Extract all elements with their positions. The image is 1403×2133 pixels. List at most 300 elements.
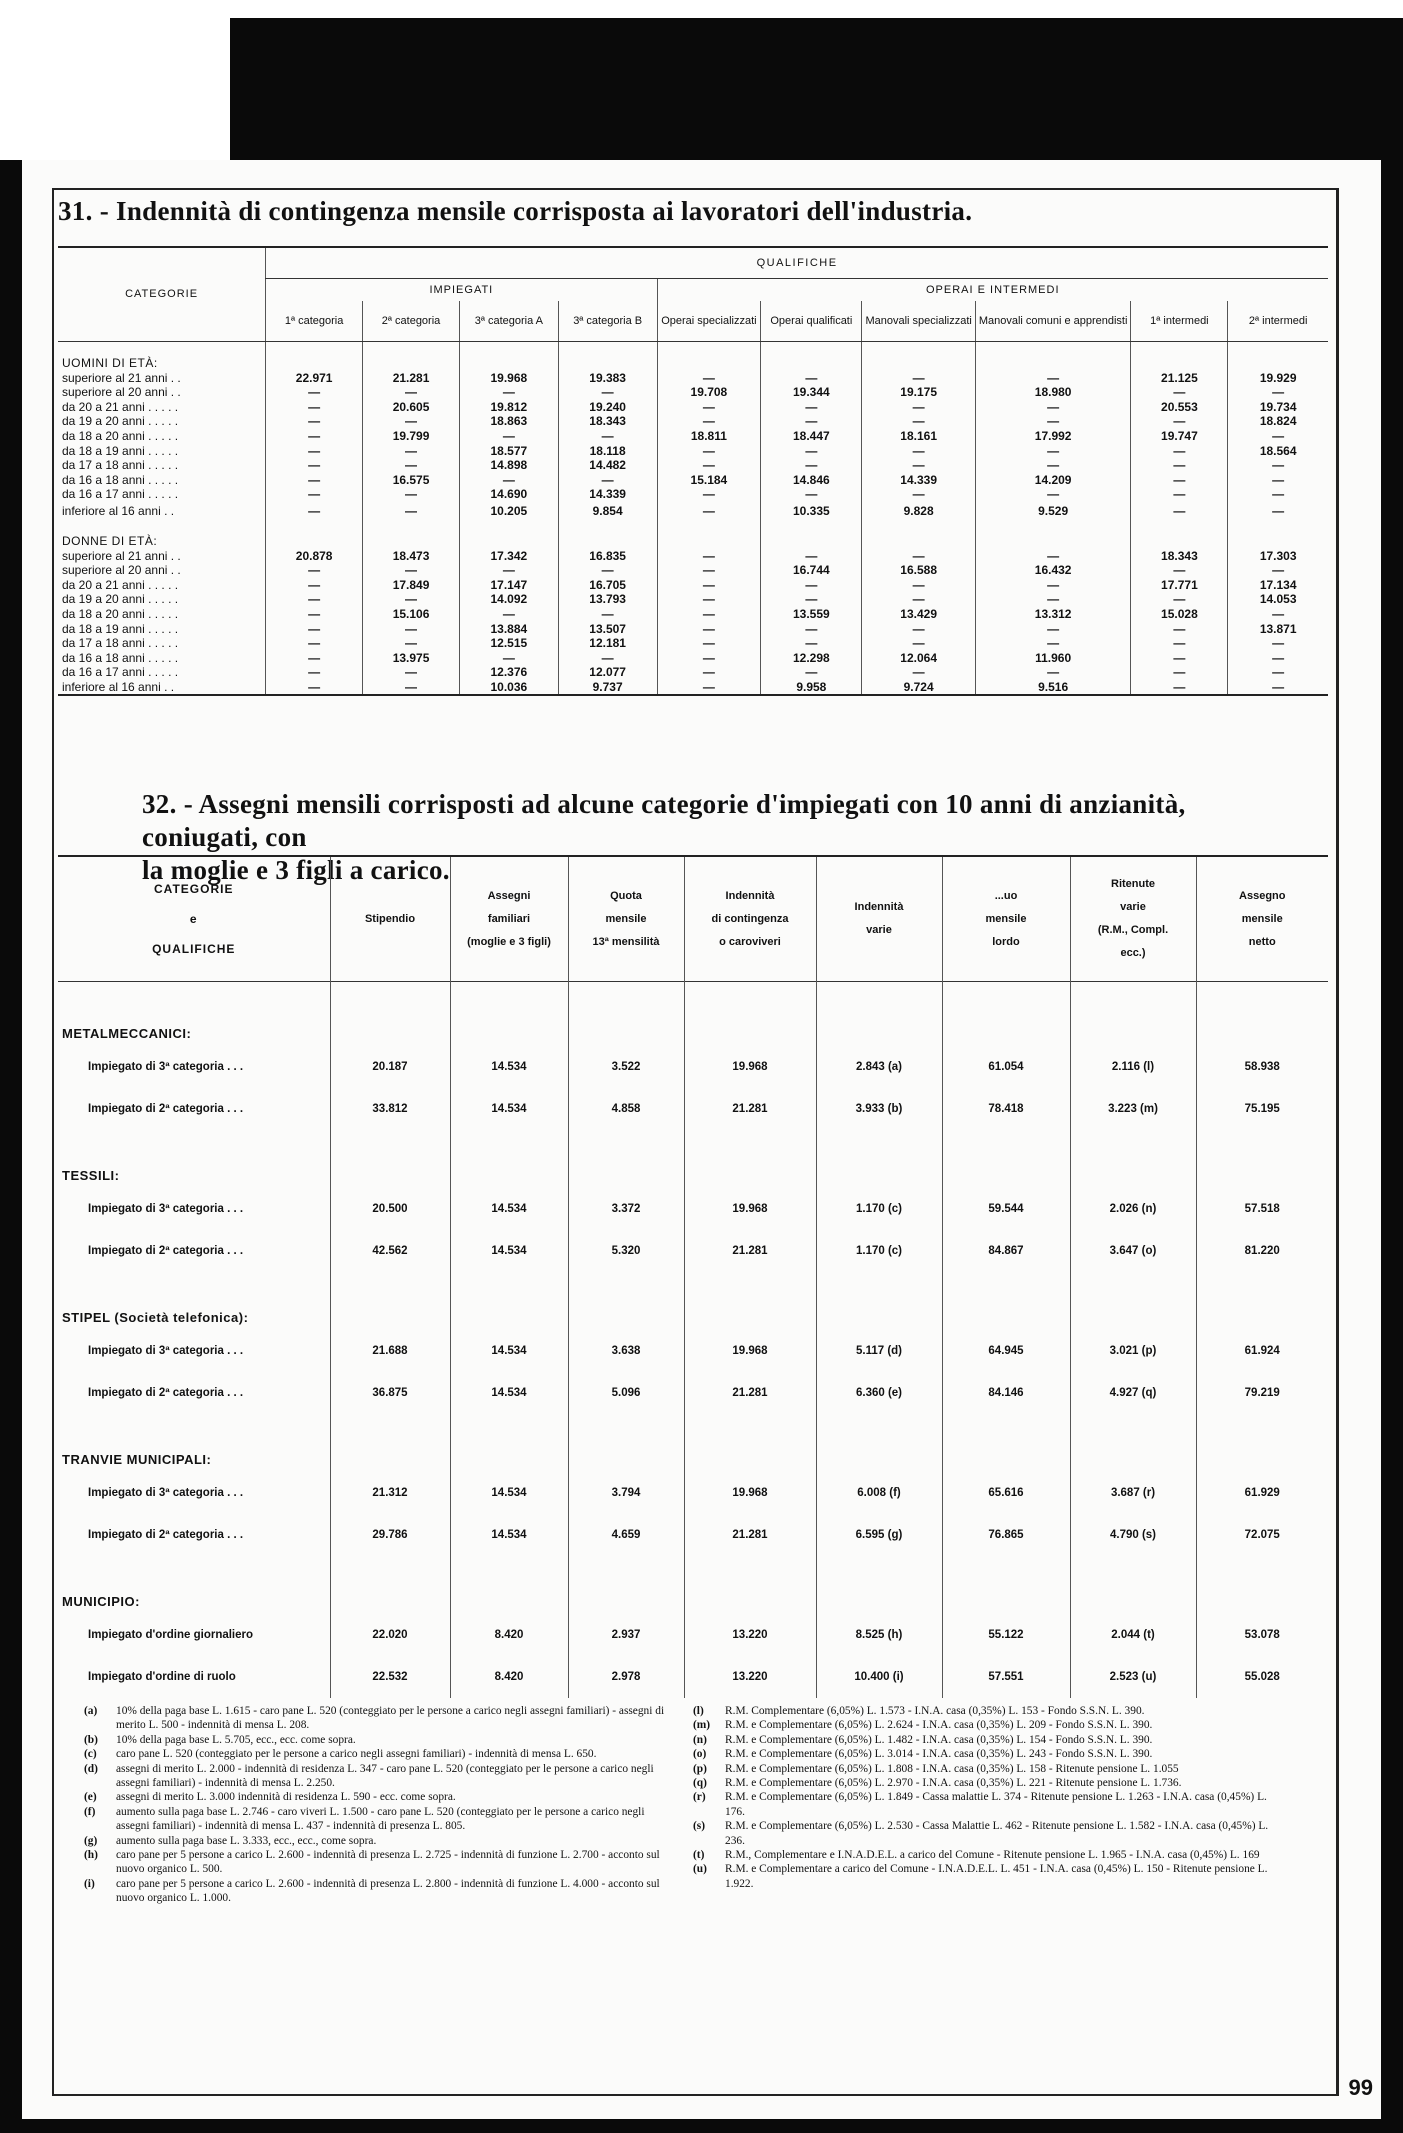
footnote-text: aumento sulla paga base L. 2.746 - caro viveri L. 1.500 - caro pane L. 520 (conteggiato per le persone a carico negli assegni familiari) - indennità di mensa L. 437 - indennità di presenza L. 805.: [116, 1805, 645, 1833]
footnote: [84, 1834, 674, 1848]
table31-cell: 15.028: [1131, 607, 1228, 622]
table31-cell: 14.339: [862, 473, 975, 488]
table32-col-header-line: (moglie e 3 figli): [467, 935, 551, 948]
table31-cell: 12.064: [862, 651, 975, 666]
table31-cell: —: [1131, 636, 1228, 651]
table31-cell: 20.605: [363, 400, 460, 415]
table32-col-header-line: ecc.): [1120, 947, 1146, 959]
table31-spacer-cell: [460, 342, 559, 371]
table32-spacer-cell: [568, 1130, 684, 1188]
table32-row-label: Impiegato di 2ª categoria . . .: [88, 1387, 244, 1399]
table31-cell: —: [862, 592, 975, 607]
table32-cell: 21.281: [684, 1088, 816, 1130]
table31-cell: —: [1228, 502, 1328, 520]
table31-cell: 19.799: [363, 429, 460, 444]
table31-row: [58, 429, 1328, 444]
table31-cell: 17.147: [460, 578, 559, 593]
table31-spacer-cell: [363, 342, 460, 371]
table32-spacer-cell: [1196, 1414, 1328, 1472]
notes-right: [693, 1704, 1283, 1891]
table31-cell: —: [363, 444, 460, 459]
table32-group-label: TESSILI:: [62, 1168, 120, 1183]
table32-cell: 3.372: [568, 1188, 684, 1230]
table31-cell: —: [363, 458, 460, 473]
table31-cell: —: [460, 429, 559, 444]
table31-row: [58, 622, 1328, 637]
col-categorie: CATEGORIE: [58, 247, 266, 342]
table31-row-label: da 16 a 18 anni . . . . .: [62, 472, 179, 487]
footnote-key: (g): [84, 1834, 98, 1847]
table31-cell: 13.507: [558, 622, 657, 637]
table32-row-label: Impiegato di 2ª categoria . . .: [88, 1103, 244, 1115]
table31-cell: —: [1131, 487, 1228, 502]
footnote-text: R.M. Complementare (6,05%) L. 1.573 - I.N.A. casa (0,35%) L. 153 - Fondo S.S.N. L. 390.: [725, 1705, 1145, 1717]
table32-row: [58, 1330, 1328, 1372]
table31-cell: —: [363, 414, 460, 429]
footnote: [693, 1718, 1283, 1732]
table32-cell: 72.075: [1196, 1514, 1328, 1556]
table31-cell: —: [266, 680, 363, 696]
table31-cell: —: [460, 473, 559, 488]
table31-cell: 19.708: [657, 385, 761, 400]
table32-spacer-cell: [942, 1414, 1070, 1472]
footnote-text: aumento sulla paga base L. 3.333, ecc., ecc., come sopra.: [116, 1834, 377, 1847]
table31-row-label: da 19 a 20 anni . . . . .: [62, 414, 179, 429]
table31-cell: —: [1131, 385, 1228, 400]
table31-cell: —: [761, 622, 862, 637]
footnote-key: (e): [84, 1791, 97, 1804]
table32-col-header-line: mensile: [985, 912, 1027, 925]
table31-cell: —: [460, 385, 559, 400]
table32-cell: 2.937: [568, 1614, 684, 1656]
table31-spacer-cell: [460, 520, 559, 549]
table31-cell: —: [558, 651, 657, 666]
table31-cell: 14.053: [1228, 592, 1328, 607]
footnote: [693, 1848, 1283, 1862]
table32-cell: 3.021 (p): [1070, 1330, 1196, 1372]
table32-row: [58, 1656, 1328, 1698]
table31-cell: 18.811: [657, 429, 761, 444]
table31-spacer-cell: [1131, 342, 1228, 371]
table32-col-header-line: Indennità: [854, 901, 904, 913]
table32-spacer-cell: [1196, 1556, 1328, 1614]
table31-cell: —: [761, 414, 862, 429]
table32-cell: 61.929: [1196, 1472, 1328, 1514]
footnote-key: (p): [693, 1762, 707, 1775]
table31-cell: 21.281: [363, 371, 460, 386]
table32-cell: 14.534: [450, 1514, 568, 1556]
table31-row: [58, 680, 1328, 696]
table31-cell: —: [1228, 665, 1328, 680]
table31-spacer-cell: [761, 520, 862, 549]
table32-cell: 84.146: [942, 1372, 1070, 1414]
table31-cell: 12.515: [460, 636, 559, 651]
table31-cell: —: [657, 563, 761, 578]
table31-cell: —: [266, 665, 363, 680]
table32-col-header-line: Quota: [610, 889, 642, 902]
table32-spacer-cell: [684, 1272, 816, 1330]
table31-cell: —: [1131, 444, 1228, 459]
footnote-text: R.M. e Complementare (6,05%) L. 1.849 - Cassa malattie L. 374 - Ritenute pensione L. 1.263 - I.N.A. casa (0,45%) L. 176.: [725, 1791, 1267, 1818]
table31-cell: —: [761, 444, 862, 459]
table32-cell: 20.500: [330, 1188, 450, 1230]
table32-spacer-cell: [450, 1272, 568, 1330]
table32-cell: 4.659: [568, 1514, 684, 1556]
table31-spacer-cell: [1131, 520, 1228, 549]
table32-spacer-cell: [1070, 1414, 1196, 1472]
table31-cell: —: [363, 680, 460, 696]
footnote: [693, 1704, 1283, 1718]
table31-row: [58, 651, 1328, 666]
footnote: [84, 1790, 674, 1804]
table31-cell: —: [1131, 563, 1228, 578]
table31-cell: 13.429: [862, 607, 975, 622]
table32-col-header: [1070, 856, 1196, 982]
table32-cell: 3.687 (r): [1070, 1472, 1196, 1514]
table32-row-label: Impiegato d'ordine giornaliero: [88, 1629, 254, 1641]
table32-row: [58, 1046, 1328, 1088]
table32-spacer-cell: [1070, 1272, 1196, 1330]
table32-spacer-cell: [450, 982, 568, 1047]
table32-col-header-line: QUALIFICHE: [152, 942, 236, 956]
table31-cell: —: [761, 371, 862, 386]
scan-top-margin: [0, 0, 1403, 160]
table32-cell: 33.812: [330, 1088, 450, 1130]
table31-cell: 18.118: [558, 444, 657, 459]
table32-cell: 61.054: [942, 1046, 1070, 1088]
table31-cell: —: [460, 607, 559, 622]
footnote-key: (d): [84, 1762, 98, 1775]
table31-cell: 19.344: [761, 385, 862, 400]
table32-col-header-line: CATEGORIE: [154, 882, 234, 896]
table31-cell: 18.564: [1228, 444, 1328, 459]
table32-cell: 2.044 (t): [1070, 1614, 1196, 1656]
table31-row-label: inferiore al 16 anni . .: [62, 503, 175, 518]
table32-cell: 21.688: [330, 1330, 450, 1372]
footnote-key: (b): [84, 1733, 98, 1746]
footnote-key: (c): [84, 1748, 97, 1761]
footnote: [84, 1848, 674, 1877]
table32-group-label: TRANVIE MUNICIPALI:: [62, 1452, 212, 1467]
table32-cell: 4.858: [568, 1088, 684, 1130]
table32-col-header: [1196, 856, 1328, 982]
table31-cell: —: [266, 444, 363, 459]
footnote: [84, 1733, 674, 1747]
table31-cell: 12.298: [761, 651, 862, 666]
table32-row: [58, 1614, 1328, 1656]
table31-cell: —: [975, 578, 1131, 593]
table31-cell: —: [975, 444, 1131, 459]
table32-cell: 13.220: [684, 1656, 816, 1698]
table31-cell: —: [1131, 651, 1228, 666]
table31-cell: 14.690: [460, 487, 559, 502]
table32-col-header-line: mensile: [1241, 912, 1283, 925]
table31-cell: —: [862, 622, 975, 637]
table31-spacer-cell: [761, 342, 862, 371]
table31-cell: —: [266, 502, 363, 520]
table31-spacer-cell: [363, 520, 460, 549]
table32-col-header-line: Ritenute: [1111, 878, 1155, 890]
table31-cell: —: [862, 400, 975, 415]
table32-spacer-cell: [568, 982, 684, 1047]
footnote-key: (m): [693, 1719, 711, 1732]
table31-title: 31. - Indennità di contingenza mensile corrisposta ai lavoratori dell'industria.: [58, 196, 973, 226]
table32-group-row: [58, 1130, 1328, 1188]
table31-cell: —: [1228, 458, 1328, 473]
table32-cell: 20.187: [330, 1046, 450, 1088]
table31-cell: —: [657, 414, 761, 429]
table32-col-header-line: (R.M., Compl.: [1097, 924, 1169, 936]
table32-spacer-cell: [684, 1414, 816, 1472]
table31-cell: —: [761, 487, 862, 502]
table32-cell: 4.790 (s): [1070, 1514, 1196, 1556]
table32-cell: 19.968: [684, 1188, 816, 1230]
table31-cell: —: [862, 414, 975, 429]
table32-cell: 21.281: [684, 1372, 816, 1414]
table31-cell: —: [862, 444, 975, 459]
table32-cell: 3.223 (m): [1070, 1088, 1196, 1130]
table32-spacer-cell: [450, 1130, 568, 1188]
table32-col-header-line: familiari: [487, 912, 531, 925]
table31-spacer-cell: [657, 342, 761, 371]
table31-cell: —: [460, 651, 559, 666]
table31-cell: —: [558, 607, 657, 622]
table32-col-header-line: Assegni: [487, 889, 531, 902]
table32-cell: 14.534: [450, 1330, 568, 1372]
table31-cell: —: [657, 549, 761, 564]
table31-cell: 13.871: [1228, 622, 1328, 637]
table32-col-header-line: o caroviveri: [719, 935, 781, 948]
table32-col-header: [330, 856, 450, 982]
table31-cell: —: [363, 487, 460, 502]
table32-cell: 65.616: [942, 1472, 1070, 1514]
table31-cell: —: [657, 502, 761, 520]
table32-cell: 8.420: [450, 1656, 568, 1698]
table32-cell: 59.544: [942, 1188, 1070, 1230]
footnote-key: (q): [693, 1777, 707, 1790]
table31-row-label: da 16 a 17 anni . . . . .: [62, 665, 179, 680]
table31-cell: 19.175: [862, 385, 975, 400]
table32-spacer-cell: [816, 1272, 942, 1330]
table31-cell: —: [975, 665, 1131, 680]
footnote: [84, 1805, 674, 1834]
table31-cell: —: [363, 622, 460, 637]
table31-cell: 14.846: [761, 473, 862, 488]
table32-cell: 2.026 (n): [1070, 1188, 1196, 1230]
table31-cell: —: [266, 458, 363, 473]
table32-cell: 22.020: [330, 1614, 450, 1656]
table32-spacer-cell: [330, 1414, 450, 1472]
table32-spacer-cell: [568, 1272, 684, 1330]
table31-cell: —: [1228, 429, 1328, 444]
table32-group-row: [58, 982, 1328, 1047]
table32-cell: 75.195: [1196, 1088, 1328, 1130]
table31-cell: —: [975, 458, 1131, 473]
table31-col-header: 2ª intermedi: [1228, 301, 1328, 342]
table32-row: [58, 1230, 1328, 1272]
table31-cell: —: [266, 607, 363, 622]
table32-spacer-cell: [942, 1272, 1070, 1330]
table31-cell: 10.335: [761, 502, 862, 520]
table31-cell: —: [1228, 385, 1328, 400]
table31-cell: 19.929: [1228, 371, 1328, 386]
table31-cell: 19.240: [558, 400, 657, 415]
table31-cell: 21.125: [1131, 371, 1228, 386]
footnote: [693, 1862, 1283, 1891]
footnote: [84, 1704, 674, 1733]
footnote-key: (a): [84, 1705, 98, 1717]
table31-row-label: inferiore al 16 anni . .: [62, 679, 175, 694]
table32-col-header-line: varie: [1120, 901, 1146, 913]
scan-dark-band: [230, 18, 1403, 160]
table31-cell: —: [363, 592, 460, 607]
table32-row: [58, 1188, 1328, 1230]
table31-cell: —: [862, 458, 975, 473]
table31-cell: —: [1228, 680, 1328, 696]
table31-cell: 12.077: [558, 665, 657, 680]
table32-cell: 21.281: [684, 1514, 816, 1556]
table31-cell: —: [975, 487, 1131, 502]
table31-row: [58, 458, 1328, 473]
table32-cell: 84.867: [942, 1230, 1070, 1272]
table31-cell: —: [558, 385, 657, 400]
table31-cell: —: [1228, 636, 1328, 651]
table32-spacer-cell: [330, 1272, 450, 1330]
table31-cell: 18.447: [761, 429, 862, 444]
table32-row-label: Impiegato di 3ª categoria . . .: [88, 1061, 244, 1073]
table31-cell: —: [761, 665, 862, 680]
table31-cell: —: [862, 578, 975, 593]
table31-cell: 17.849: [363, 578, 460, 593]
table32-row: [58, 1472, 1328, 1514]
table31-spacer-cell: [1228, 342, 1328, 371]
table32-row: [58, 1514, 1328, 1556]
page-number: 99: [1348, 2075, 1373, 2100]
table31-spacer-cell: [975, 342, 1131, 371]
table32-cell: 36.875: [330, 1372, 450, 1414]
table32-col-header: [816, 856, 942, 982]
table32-spacer-cell: [330, 1130, 450, 1188]
footnote-text: assegni di merito L. 3.000 indennità di residenza L. 590 - ecc. come sopra.: [116, 1791, 456, 1804]
table31-cell: —: [657, 607, 761, 622]
table32-group-label: MUNICIPIO:: [62, 1594, 140, 1609]
footnote-text: 10% della paga base L. 5.705, ecc., ecc. come sopra.: [116, 1733, 356, 1746]
table32-col-header: [942, 856, 1070, 982]
table31-cell: —: [1131, 592, 1228, 607]
table32-col-header-line: netto: [1248, 935, 1276, 948]
table32-title-line1: 32. - Assegni mensili corrisposti ad alcune categorie d'impiegati con 10 anni di anzianità, coniugati, con: [142, 789, 1186, 852]
table31-cell: 11.960: [975, 651, 1131, 666]
table31-cell: —: [975, 636, 1131, 651]
table32-cell: 14.534: [450, 1046, 568, 1088]
table32-spacer-cell: [1196, 1272, 1328, 1330]
table32-cell: 13.220: [684, 1614, 816, 1656]
table32-cell: 19.968: [684, 1330, 816, 1372]
table31-cell: 14.898: [460, 458, 559, 473]
table31-cell: 13.884: [460, 622, 559, 637]
table31-cell: —: [862, 636, 975, 651]
scan-left-edge: [0, 160, 22, 2133]
table32-spacer-cell: [568, 1556, 684, 1614]
table31-cell: —: [558, 473, 657, 488]
table31-row-label: da 16 a 17 anni . . . . .: [62, 487, 179, 502]
table31-cell: 14.209: [975, 473, 1131, 488]
table32-cell: 4.927 (q): [1070, 1372, 1196, 1414]
table31-row: [58, 414, 1328, 429]
table32-spacer-cell: [330, 982, 450, 1047]
table31-cell: 20.553: [1131, 400, 1228, 415]
footnote-text: R.M. e Complementare (6,05%) L. 2.624 - I.N.A. casa (0,35%) L. 209 - Fondo S.S.N. L. 390.: [725, 1719, 1153, 1732]
table31-cell: 16.835: [558, 549, 657, 564]
footnote-key: (l): [693, 1705, 704, 1717]
table31-cell: 13.559: [761, 607, 862, 622]
table32-spacer-cell: [450, 1414, 568, 1472]
table31-cell: 9.854: [558, 502, 657, 520]
table31-row: [58, 592, 1328, 607]
table32-cell: 3.522: [568, 1046, 684, 1088]
table32-spacer-cell: [684, 1130, 816, 1188]
table32-row-label: Impiegato d'ordine di ruolo: [88, 1671, 236, 1683]
table31-cell: —: [558, 563, 657, 578]
table31-cell: —: [363, 636, 460, 651]
table31-row-label: da 18 a 19 anni . . . . .: [62, 621, 179, 636]
table31-cell: —: [657, 622, 761, 637]
table31-cell: —: [1228, 487, 1328, 502]
table31-cell: —: [862, 549, 975, 564]
table31-row-label: da 20 a 21 anni . . . . .: [62, 577, 179, 592]
table31-cell: 15.106: [363, 607, 460, 622]
table31-cell: 14.482: [558, 458, 657, 473]
table32-title-line2: la moglie e 3 figli a carico.: [142, 855, 450, 885]
table31-cell: —: [862, 371, 975, 386]
table32-cell: 5.096: [568, 1372, 684, 1414]
table32-spacer-cell: [1070, 1130, 1196, 1188]
table32-col-header-line: lordo: [992, 935, 1020, 948]
table31-cell: —: [460, 563, 559, 578]
table32-col-header-line: Assegno: [1239, 889, 1286, 902]
table32-col-header-line: di contingenza: [711, 912, 789, 925]
table32-cell: 79.219: [1196, 1372, 1328, 1414]
table32-group-row: [58, 1272, 1328, 1330]
table32-cell: 3.933 (b): [816, 1088, 942, 1130]
table31-cell: —: [363, 385, 460, 400]
footnote-text: caro pane L. 520 (conteggiato per le persone a carico negli assegni familiari) - indennità di mensa L. 650.: [116, 1748, 597, 1761]
table32-cell: 3.638: [568, 1330, 684, 1372]
table31-cell: 17.303: [1228, 549, 1328, 564]
table32-spacer-cell: [684, 1556, 816, 1614]
table31-spacer-cell: [862, 520, 975, 549]
table31-cell: —: [266, 622, 363, 637]
table32-cell: 14.534: [450, 1230, 568, 1272]
table31-cell: 9.724: [862, 680, 975, 696]
col-qualifiche: QUALIFICHE: [266, 247, 1328, 279]
table31-cell: —: [266, 473, 363, 488]
table31-cell: 18.161: [862, 429, 975, 444]
table31-col-header: Manovali comuni e apprendisti: [975, 301, 1131, 342]
table32-cell: 81.220: [1196, 1230, 1328, 1272]
table31-col-header: 3ª categoria B: [558, 301, 657, 342]
table32-group-label: METALMECCANICI:: [62, 1026, 192, 1041]
table31-row-label: superiore al 20 anni . .: [62, 563, 181, 578]
table31-col-header: 1ª intermedi: [1131, 301, 1228, 342]
table32-spacer-cell: [1196, 1130, 1328, 1188]
table31-cell: —: [1131, 665, 1228, 680]
footnote-key: (f): [84, 1805, 96, 1818]
table31-cell: —: [266, 385, 363, 400]
table31-cell: 17.342: [460, 549, 559, 564]
table32-cell: 6.595 (g): [816, 1514, 942, 1556]
table32-cell: 57.518: [1196, 1188, 1328, 1230]
